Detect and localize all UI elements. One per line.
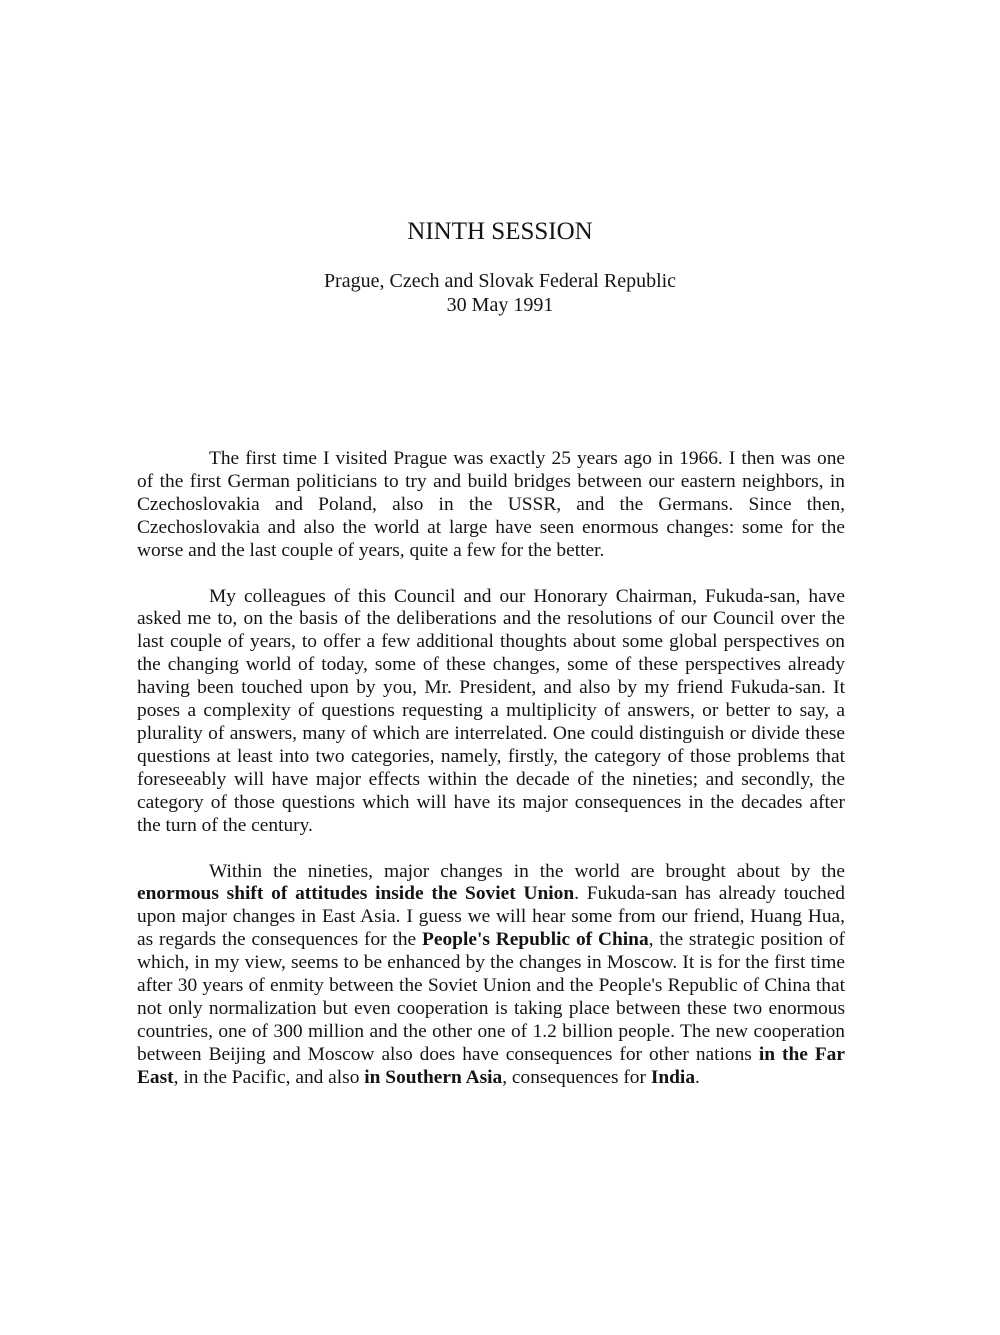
paragraph-3-emphasis: in Southern Asia [364,1066,503,1088]
session-location: Prague, Czech and Slovak Federal Republic [323,270,677,292]
paragraph-3-text: . Fukuda-san has already touched upon major changes in East Asia. I guess we will hear some from our friend, Huang Hua, as regards the consequences for the [137,883,845,951]
paragraph-3-emphasis: enormous shift of attitudes inside the Soviet Union [137,883,575,905]
body-text [137,448,845,1113]
paragraph-1: The first time I visited Prague was exactly 25 years ago in 1966. I then was one of the first German politicians to try and build bridges between our eastern neighbors, in Czechoslovakia and Poland, also in the USSR, and the Germans. Since then, Czechoslovakia and also the world at large have seen enormous changes: some for the worse and the last couple of years, quite a few for the better. [137,448,845,561]
paragraph-3-emphasis: People's Republic of China [422,929,649,951]
session-date: 30 May 1991 [446,294,554,316]
paragraph-3 [137,861,845,1090]
paragraph-3-text: . [695,1066,700,1088]
paragraph-3-text: , in the Pacific, and also [173,1066,365,1088]
paragraph-2: My colleagues of this Council and our Honorary Chairman, Fukuda-san, have asked me to, on the basis of the deliberations and the resolutions of our Council over the last couple of years, to offer a few additional thoughts about some global perspectives on the changing world of today, some of these changes, some of these perspectives already having been touched upon by you, Mr. President, and also by my friend Fukuda-san. It poses a complexity of questions requesting a multiplicity of answers, or better to say, a plurality of answers, many of which are interrelated. One could distinguish or divide these questions at least into two categories, namely, firstly, the category of those problems that foreseeably will have major effects within the decade of the nineties; and secondly, the category of those questions which will have its major consequences in the decades after the turn of the century. [137,585,845,836]
paragraph-3-text: , consequences for [502,1066,651,1088]
session-location-block [0,269,1000,317]
session-title: NINTH SESSION [407,218,593,245]
paragraph-3-emphasis: India [650,1066,696,1088]
paragraph-3-text: , the strategic position of which, in my view, seems to be enhanced by the changes in Moscow. It is for the first time after 30 years of enmity between the Soviet Union and the People's Republic of China that not only normalization but even cooperation is taking place between these two enormous countries, one of 300 million and the other one of 1.2 billion people. The new cooperation between Beijing and Moscow also does have consequences for other nations [137,929,845,1065]
paragraph-3-emphasis: in the Far East [137,1043,845,1088]
paragraph-3-text: Within the nineties, major changes in the world are brought about by the [209,860,845,882]
